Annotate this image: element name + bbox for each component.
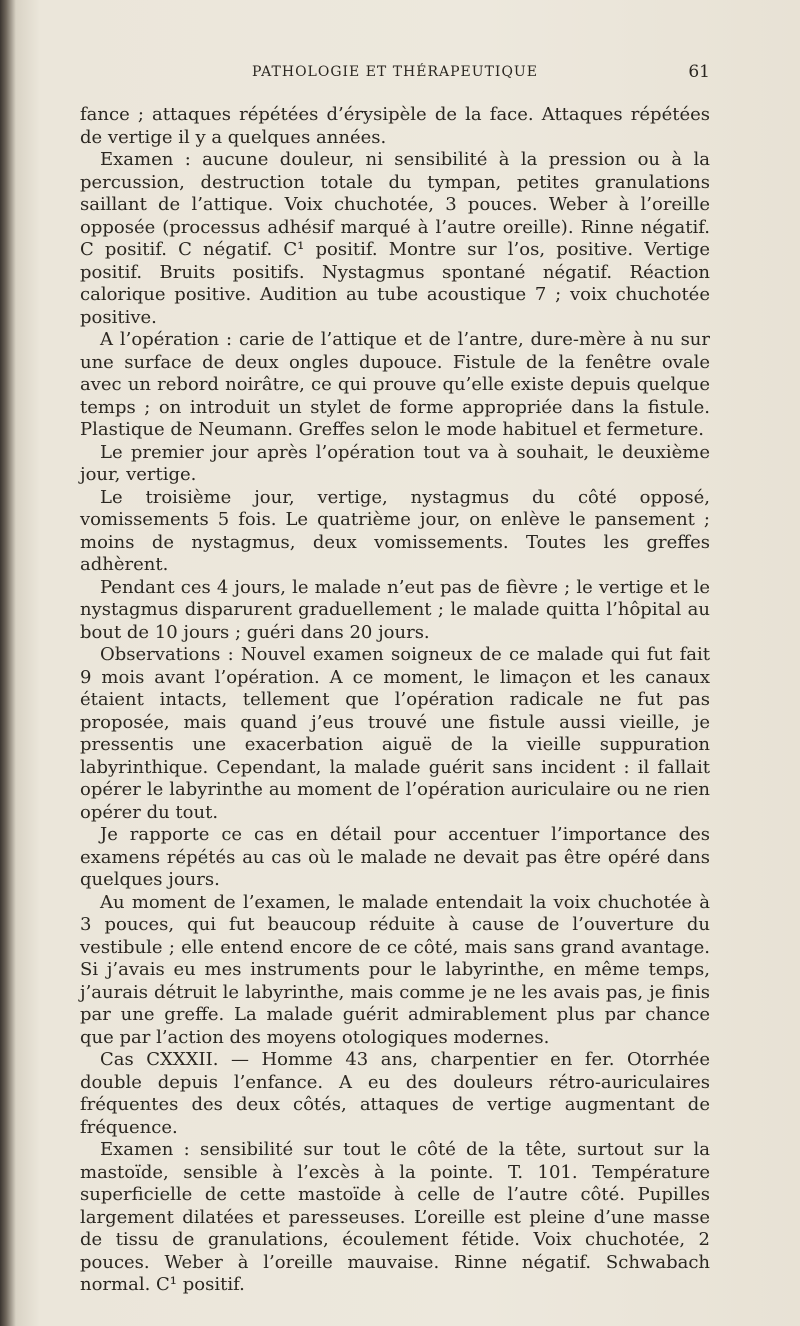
paragraph-examen-2: Examen : sensibilité sur tout le côté de la tête, surtout sur la mastoïde, sensible à l’excès à la pointe. T. 101. Température superficielle de cette mastoïde à celle de l’autre côté. Pupilles largement dilatées et paresseuses. L’oreille est pleine d’une masse de tissu de granulations, écoulement fétide. Voix chuchotée, 2 pouces. Weber à l’oreille mauvaise. Rinne négatif. Schwabach normal. C¹ positif.	[80, 1139, 710, 1295]
paragraph-continuation: fance ; attaques répétées d’érysipèle de la face. Attaques répétées de vertige il y a quelques années.	[80, 104, 710, 148]
running-title: PATHOLOGIE ET THÉRAPEUTIQUE	[252, 64, 538, 80]
running-header	[80, 62, 710, 84]
paragraph-whispered-voice: Au moment de l’examen, le malade entendait la voix chuchotée à 3 pouces, qui fut beaucoup réduite à cause de l’ouverture du vestibule ; elle entend encore de ce côté, mais sans grand avantage. Si j’avais eu mes instruments pour le labyrinthe, en même temps, j’aurais détruit le labyrinthe, mais comme je ne les avais pas, je finis par une greffe. La malade guérit admirablement plus par chance que par l’action des moyens otologiques modernes.	[80, 891, 710, 1048]
paragraph-case-cxxxii: Cas CXXXII. — Homme 43 ans, charpentier en fer. Otorrhée double depuis l’enfance. A eu des douleurs rétro-auriculaires fréquentes des deux côtés, attaques de vertige augmentant de fréquence.	[80, 1049, 710, 1138]
paragraph-observations: Observations : Nouvel examen soigneux de ce malade qui fut fait 9 mois avant l’opération. A ce moment, le limaçon et les canaux étaient intacts, tellement que l’opération radicale ne fut pas proposée, mais quand j’eus trouvé une fistule aussi vieille, je pressentis une exacerbation aiguë de la vieille suppuration labyrinthique. Cependant, la malade guérit sans incident : il fallait opérer le labyrinthe au moment de l’opération auriculaire ou ne rien opérer du tout.	[80, 644, 710, 823]
paragraph-first-day: Le premier jour après l’opération tout va à souhait, le deuxième jour, vertige.	[80, 441, 710, 485]
page-number: 61	[688, 62, 710, 82]
body-text	[80, 104, 710, 1297]
paragraph-examen: Examen : aucune douleur, ni sensibilité à la pression ou à la percussion, destruction totale du tympan, petites granulations saillant de l’attique. Voix chuchotée, 3 pouces. Weber à l’oreille opposée (processus adhésif marqué à l’autre oreille). Rinne négatif. C positif. C négatif. C¹ positif. Montre sur l’os, positive. Vertige positif. Bruits positifs. Nystagmus spontané négatif. Réaction calorique positive. Audition au tube acoustique 7 ; voix chuchotée positive.	[80, 149, 710, 328]
paragraph-third-day: Le troisième jour, vertige, nystagmus du côté opposé, vomissements 5 fois. Le quatrième jour, on enlève le pansement ; moins de nystagmus, deux vomissements. Toutes les greffes adhèrent.	[80, 486, 710, 575]
paragraph-four-days: Pendant ces 4 jours, le malade n’eut pas de fièvre ; le vertige et le nystagmus disparurent graduellement ; le malade quitta l’hôpital au bout de 10 jours ; guéri dans 20 jours.	[80, 576, 710, 643]
paragraph-report: Je rapporte ce cas en détail pour accentuer l’importance des examens répétés au cas où le malade ne devait pas être opéré dans quelques jours.	[80, 824, 710, 890]
paragraph-operation: A l’opération : carie de l’attique et de l’antre, dure-mère à nu sur une surface de deux ongles dupouce. Fistule de la fenêtre ovale avec un rebord noirâtre, ce qui prouve qu’elle existe depuis quelque temps ; on introduit un stylet de forme appropriée dans la fistule. Plastique de Neumann. Greffes selon le mode habituel et fermeture.	[80, 329, 710, 440]
